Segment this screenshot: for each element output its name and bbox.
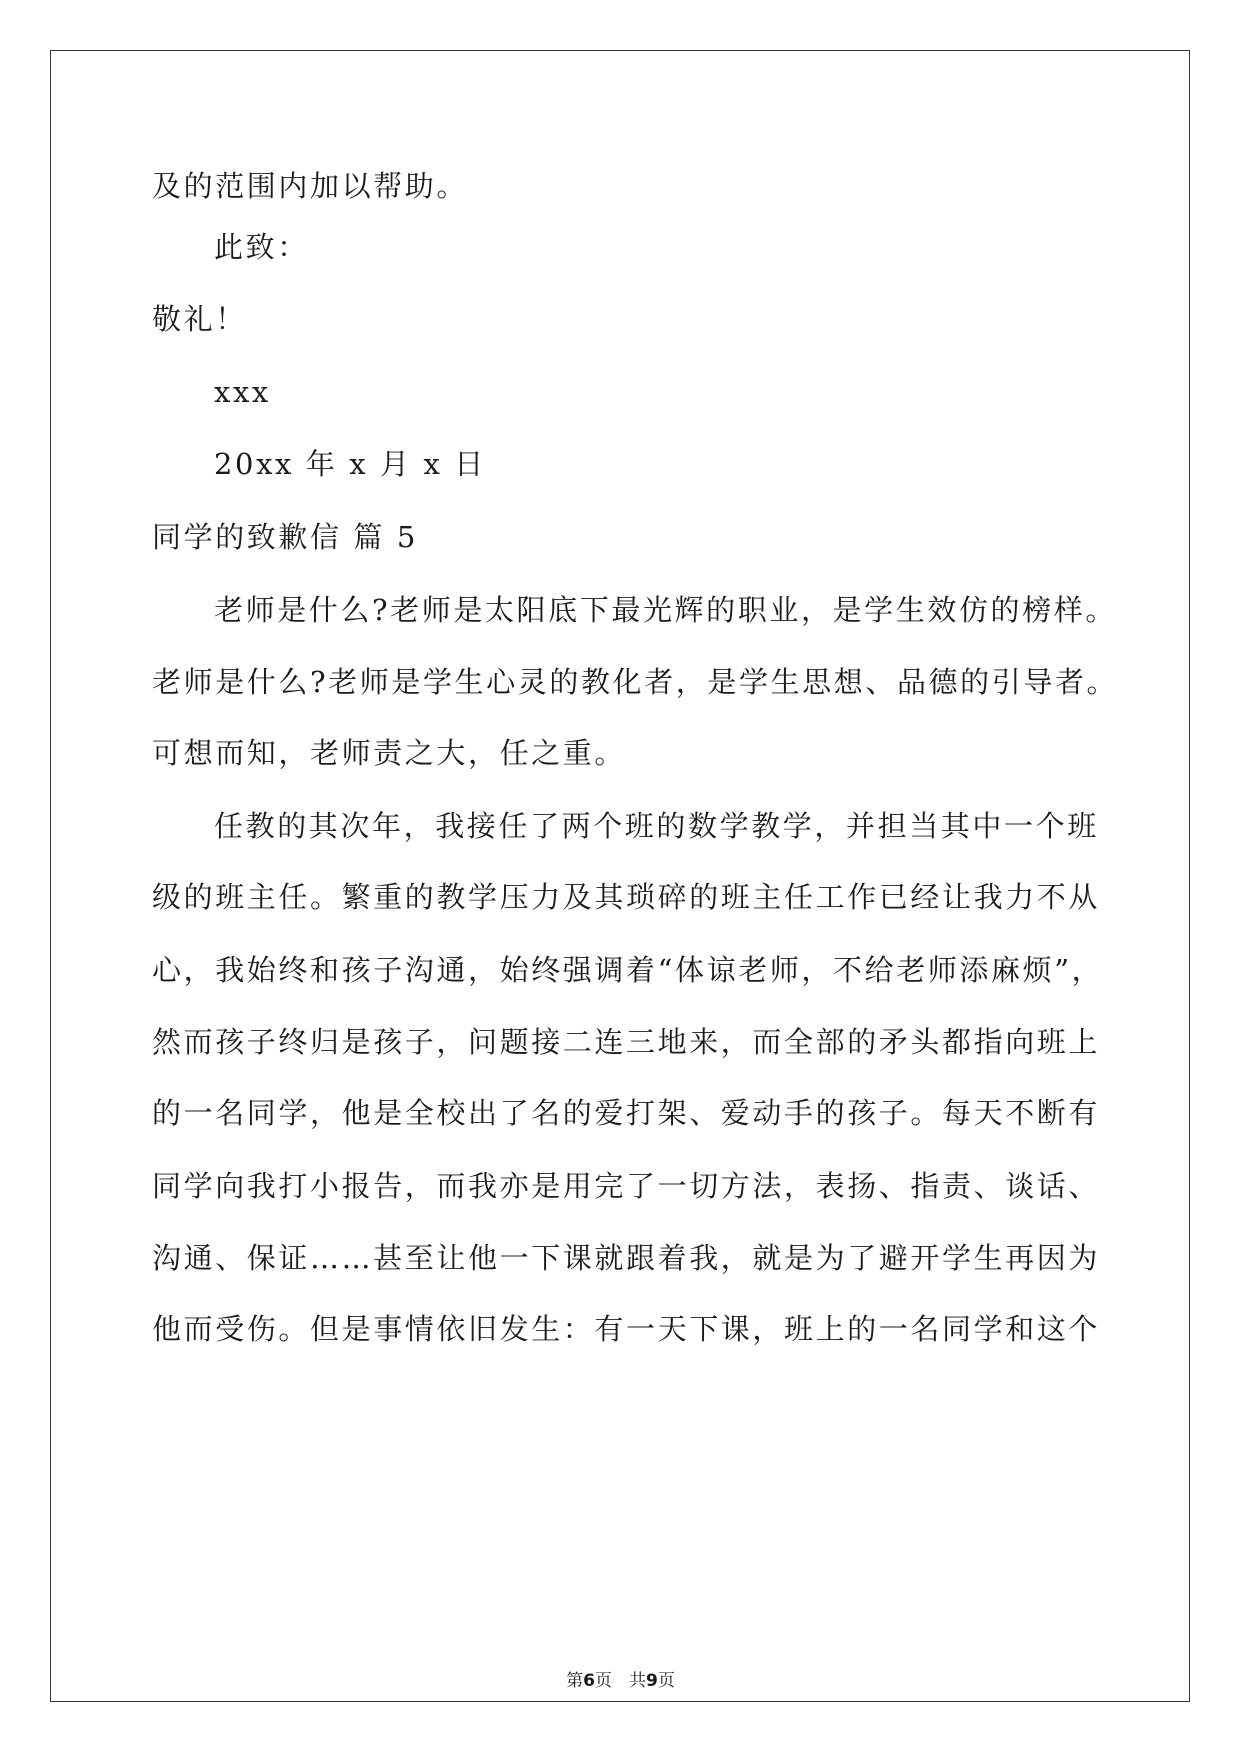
signature-name: xxx xyxy=(214,375,271,409)
paragraph-line: 他而受伤。但是事情依旧发生：有一天下课，班上的一名同学和这个 xyxy=(152,1312,1101,1346)
page-border xyxy=(50,50,1190,1702)
page-suffix: 页 xyxy=(657,1671,675,1691)
paragraph-line: 老师是什么?老师是学生心灵的教化者，是学生思想、品德的引导者。 xyxy=(152,665,1119,699)
paragraph-line: 心，我始终和孩子沟通，始终强调着“体谅老师，不给老师添麻烦”， xyxy=(152,953,1104,987)
current-page-number: 6 xyxy=(583,1671,595,1691)
page-number-footer xyxy=(0,1669,1241,1693)
paragraph-line: 的一名同学，他是全校出了名的爱打架、爱动手的孩子。每天不断有 xyxy=(152,1096,1101,1130)
paragraph-line: 然而孩子终归是孩子，问题接二连三地来，而全部的矛头都指向班上 xyxy=(152,1025,1101,1059)
paragraph-line: 老师是什么?老师是太阳底下最光辉的职业，是学生效仿的榜样。 xyxy=(214,593,1117,627)
signature-date: 20xx 年 x 月 x 日 xyxy=(214,447,486,481)
page-prefix: 第 xyxy=(566,1671,584,1691)
closing-salutation: 此致： xyxy=(214,230,309,264)
section-heading: 同学的致歉信 篇 5 xyxy=(152,520,418,554)
closing-regards: 敬礼！ xyxy=(152,302,247,336)
paragraph-line: 同学向我打小报告，而我亦是用完了一切方法，表扬、指责、谈话、 xyxy=(152,1169,1101,1203)
paragraph-line: 任教的其次年，我接任了两个班的数学教学，并担当其中一个班 xyxy=(214,809,1099,843)
text-line: 及的范围内加以帮助。 xyxy=(152,169,469,203)
paragraph-line: 沟通、保证……甚至让他一下课就跟着我，就是为了避开学生再因为 xyxy=(152,1241,1101,1275)
total-page-number: 9 xyxy=(646,1671,658,1691)
paragraph-line: 级的班主任。繁重的教学压力及其琐碎的班主任工作已经让我力不从 xyxy=(152,880,1101,914)
paragraph-line: 可想而知，老师责之大，任之重。 xyxy=(152,736,627,770)
page-mid-text: 页 共 xyxy=(595,1671,646,1691)
